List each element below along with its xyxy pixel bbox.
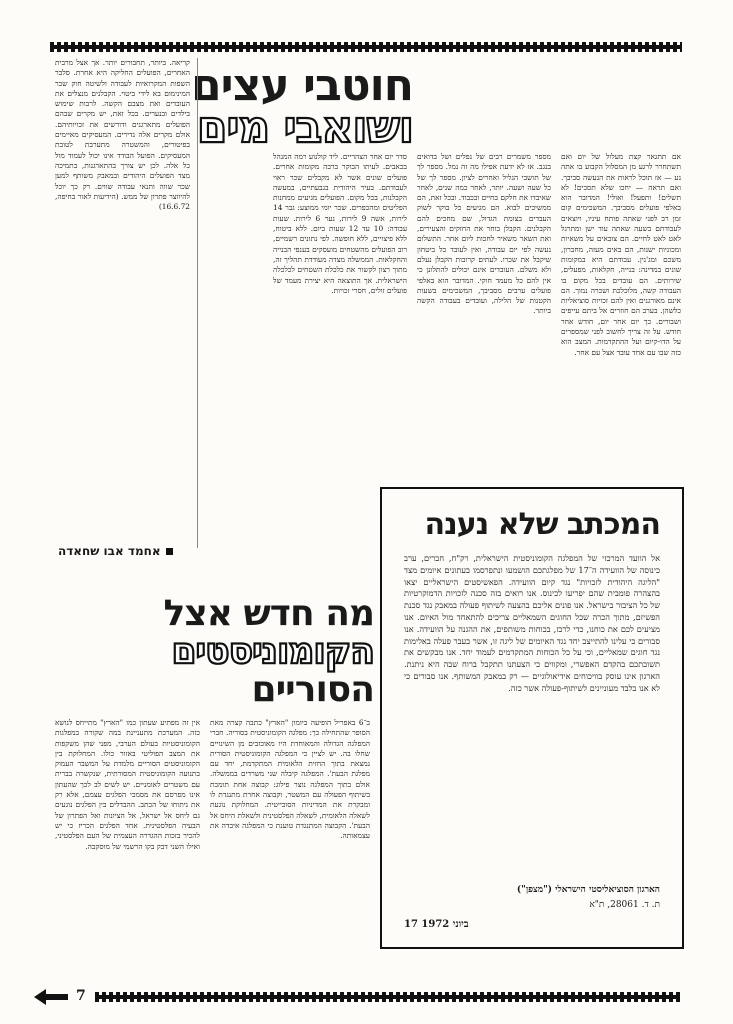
article1-headline-line2: ושואבי מים (196, 102, 413, 153)
article1-column-3: סדר יום אחר הצהריים. ליד קולנוע רמה המנהל בכאבים. לעיתו הבוקר ברבה מקומות אחרים. פועלים שונים אשר לא מקבלים שכר ראוי לעבודתם. בעיר היהודית בגבעתיים, במעשה הקבלנות, בכל מקום. הפועלים מגיעים ממחנות הפליטים ומהכפרים. שכר יומי ממוצע: גבר 14 לירות, אשה 9 לירות, נער 6 לירות. שעות עבודה: 10 עד 12 שעות ביום. ללא ביטוח, ללא פיצויים, ללא חופשה. לפי נתונים רשמיים, רוב הפועלים מהשטחים מועסקים בענפי הבנייה והחקלאות. הממשלה מצדה מעודדת תהליך זה, מתוך רצון לקשור את כלכלת השטחים לכלכלה הישראלית. אך התוצאה היא יצירת מעמד של פועלים זולים, חסרי זכויות. (273, 152, 407, 295)
article1-headline-line1: חוטבי עצים (191, 60, 413, 111)
letter-signature: הארגון הסוציאליסטי הישראלי ("מצפן") (516, 885, 660, 895)
column-divider (197, 58, 198, 548)
article2-headline (56, 593, 374, 710)
article1-column-4: קריאה. ביותר, תחבורים יותר. אך אצל מרבית האחרים, הפועלים החליקה היא אחרת. סלבר השפות המקרואיות לעבודה ולשיטה חוק שכר המינימום בא לידי ביטוי. הקבלנים מנצלים את העובדים ואת מצבם הקשה. לרבות שימוש בילדים ובנערים. בכל זאת, יש מקרים שבהם הפועלים מתארגנים ודורשים את זכויותיהם. אולם מקרים אלה נדירים. המעסיקים מאיימים בפיטורים, והמשטרה מתערבת לטובת המעסיקים. הפועל הבודד אינו יכול לעמוד מול כל אלה. לכן יש צורך בהתארגנות, בתמיכה מצד הפועלים היהודים ובמאבק משותף למען שכר שווה ותנאי עבודה שווים. רק כך יוכל להיווצר פתרון של ממש. (הידיעות לאור בחיפה, 16.6.72) (55, 58, 190, 212)
page-number: 7 (76, 988, 86, 1004)
letter-box (380, 487, 684, 949)
letter-body: אל הוועד המרכזי של המפלגה הקומוניסטית הישראלית, רק"ח, חברים, ערב כינוסה של הוועידה ה־17 של מפלגתכם הושמעו ונתפרסמו בעתונים איומים מצד "הליגה היהודית לזכויות" נגד קיום הוועידה. הפאשיסטים הישראליים יצאו בהצהרה פומבית שהם יפריעו לכינוס. אנו רואים בזה סכנה לזכויות הדמוקרטיות של כל הציבור בישראל. אנו פונים אליכם בהצעה לשיתוף פעולה במאבק נגד סכנת הפשיזם, מתוך הכרה שכל החוגים השמאליים צריכים להתאחד מול האיום. אנו מציעים לכם את כוחנו, כדי לרכז, בכוחות משותפים, את ההגנה על הוועידה. אנו סבורים כי עלינו להתייצב יחד נגד האיומים של ליגה זו, אשר בעבר פעלה באלימות נגד חוגים שמאליים, וכי על כל הכוחות המתקדמים לעמוד יחד. אנו מבקשים את תשובתכם בהקדם האפשרי, ומקווים כי הצעתנו תתקבל ברוח שבה היא ניתנת. הארגון אינו עוסק בוויכוחים אידיאולוגיים — רק במאבק המשותף. אנו סבורים כי לא אנו בלבד מעוניינים לשיתוף-פעולה אשר כזה. (404, 553, 660, 693)
article1-author-name: אחמד אבו שחאדה (58, 544, 161, 558)
article2-column-1: ב־6 באפריל הופיעה ביומון "הארץ" כתבה קצרה מאת הסופר שהתחילה כך: מפלגה הקומוניסטית בסוריה. חברי המפלגה הגדולה והמאוחדת היו מאוכזבים מן השינויים שחלו בה. יש לציין כי המפלגה הקומוניסטית הסורית נמצאת בתוך החזית הלאומית המתקדמת, יחד עם מפלגת הבעת'. המפלגה קיבלה שני משרדים בממשלה. אולם בתוך המפלגה נוצר פילוג: קבוצה אחת תומכת בשיתוף הפעולה עם המשטר, וקבוצה אחרת מתנגדת לו ומבקרת את המדיניות הסובייטית. המחלוקת נוגעת לשאלה הלאומית, לשאלה הפלסטינית ולשאלת היחס אל הבעת'. הקבוצה המתנגדת טוענת כי המפלגה איבדה את עצמאותה. (210, 718, 370, 841)
letter-box-inner (404, 489, 660, 947)
letter-date: 17 ביוני 1972 (404, 919, 469, 930)
article1-column-1: אם תתגאר קצת מעלול של יום ואם תשתחרר לרגע מן המסלול הקבוע בו אתה נע — אז תוכל לראות את הנעשה סביבך. ואם תראה — יחכו שלא תסכים! לא תשלים! ותפעל! ואולי! המדובר הוא באלפי פועלים מסביבך. המשכימים קום זמן רב לפני שאתה פותח עיניו, ויוצאים לעבודתם בשעה שאתה עוד ישן ומתרגל לאט לאט לחיים. הם צובאים על משאיות ומכוניות ישנות, הם באים מעזה, מחברון, משכם ומג'נין. עבודתם היא במקומות שונים במדינה: בנייה, חקלאות, מפעלים, שירותים. הם עובדים בכל מקום בו העבודה קשה, מלוכלכת ושכרה נמוך. הם אינם מאורגנים ואין להם זכויות סוציאליות כלשהן. בערב הם חוזרים אל ביתם עייפים ושבורים. כך יום אחר יום, חודש אחר חודש. על זה צריך לחשוב לפני שמספרים על הדו-קיום ועל ההתקדמות. המצב הוא כזה שבו עם אחד עובד אצל עם אחר. (561, 152, 681, 357)
bottom-border (95, 992, 680, 1002)
article2-column-2: אין זה מפתיע שעתון כמו "הארץ" מתייחס לנושא כזה. המערכת מתעניינת במה שקורה במפלגות הקומוניסטיות בעולם הערבי, מפני שהן משקפות את המצב הפוליטי באזור כולו. המחלוקת בין הקומוניסטים הסוריים מלמדת על המשבר העמוק בתנועה הקומוניסטית המסורתית, שנקשרה בברית עם משטרים לאומניים. יש לשים לב לכך שהעתון אינו מפרסם את מסמכי הפלגים עצמם, אלא רק את ניתוחו של הכתב. ההבדלים בין הפלגים נוגעים גם ליחס אל ישראל, אל הציונות ואל הפתרון של הבעיה הפלסטינית. אחד הפלגים הכריז כי יש להכיר בזכות ההגדרה העצמית של העם הפלסטיני, ואילו השני דבק בקו הרשמי של מוסקבה. (55, 718, 200, 851)
top-border (50, 42, 682, 52)
article2-headline-line3: הסוריים (251, 669, 374, 710)
letter-address: ת. ד. 28061, ת"א (589, 900, 660, 910)
article2-headline-line2: הקומוניסטים (171, 631, 374, 672)
arrow-left-icon (34, 988, 68, 1006)
article1-author (58, 544, 173, 558)
article1-column-2: מספר משמרים רבים של נפלים ושל בדואים בנגב. אז לא ידעת אפילו מה זה נמל. מספר לך של תושבי הגליל ואחרים לציון. מספר לך של כל שעה ושעה. יותר, לאחר כמה שנים, לאחר שאיבדו את חלקם בחיים ובכבוד. ובכל זאת, הם ממשיכים לבוא. הם מגיעים כל בוקר לשוק העבדים בצומת הגדול, שם מחכים להם הקבלנים. הקבלן בוחר את החזקים והצעירים, ואת השאר משאיר לחכות ליום אחר. התשלום נעשה לפי יום עבודה, ואין לעובד כל ביטחון שיקבל את שכרו. לעתים קרובות הקבלן נעלם ולא משלם. העובדים אינם יכולים להתלונן כי אין להם כל מעמד חוקי. המדובר הוא באלפי פועלים ערבים מסביבך, המשכימים בשעות הקטנות של הלילה, ועובדים בעבודה הקשה ביותר. (417, 152, 551, 316)
article2-headline-line1: מה חדש אצל (163, 593, 374, 634)
article1-headline (191, 60, 413, 153)
bullet-square-icon (166, 548, 173, 555)
letter-title: המכתב שלא נענה (424, 507, 660, 542)
